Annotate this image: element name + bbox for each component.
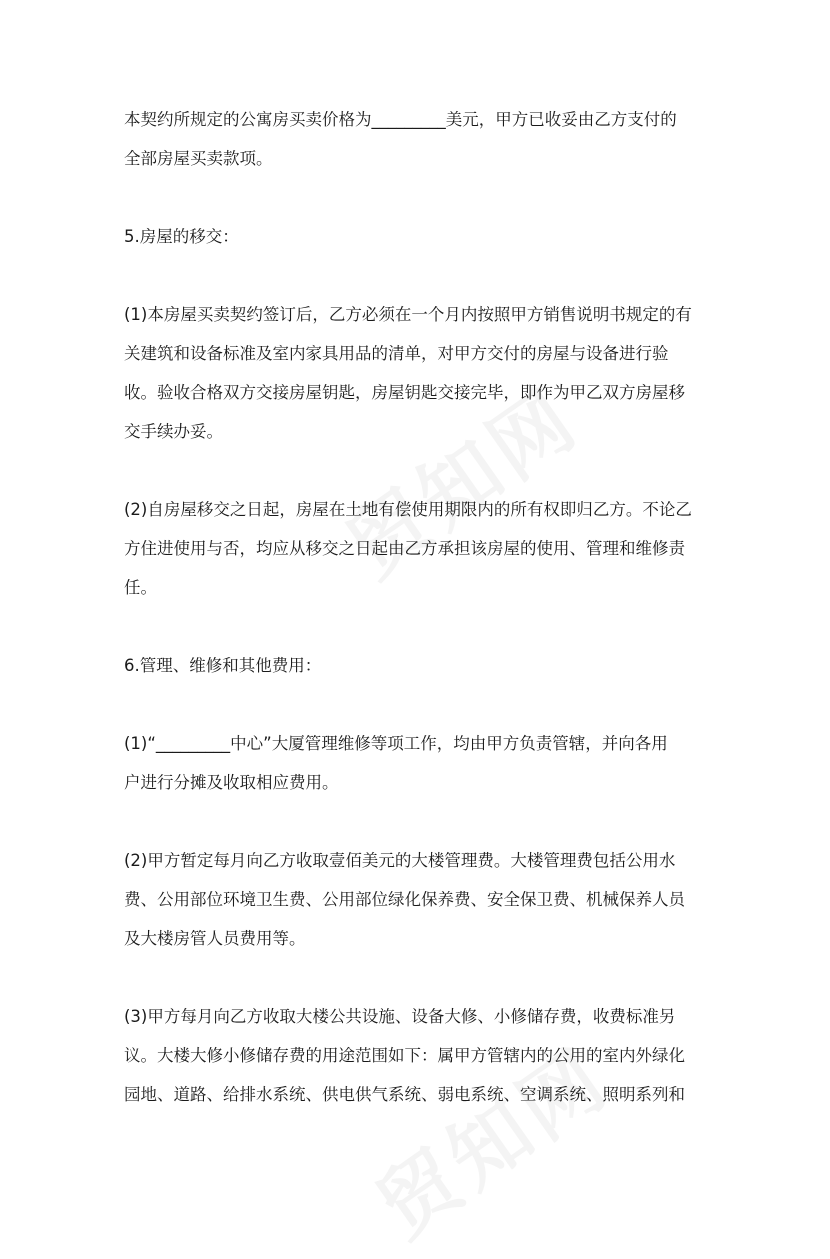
text-line: (1)“_________中心”大厦管理维修等项工作，均由甲方负责管辖，并向各用 [124,734,668,753]
section-6-heading [124,646,714,685]
section-6-item-3 [124,997,714,1114]
text-line: 费、公用部位环境卫生费、公用部位绿化保养费、安全保卫费、机械保养人员 [124,890,685,909]
document-body [124,100,714,1153]
text-line: 园地、道路、给排水系统、供电供气系统、弱电系统、空调系统、照明系列和 [124,1085,685,1104]
text-line: (2)自房屋移交之日起，房屋在土地有偿使用期限内的所有权即归乙方。不论乙 [124,500,692,519]
section-5-heading [124,217,714,256]
text-line: 户进行分摊及收取相应费用。 [124,773,339,792]
text-line: 关建筑和设备标准及室内家具用品的清单，对甲方交付的房屋与设备进行验 [124,344,669,363]
section-5-item-2 [124,490,714,607]
text-line: 任。 [124,578,157,597]
section-6-item-1 [124,724,714,802]
text-line: 6.管理、维修和其他费用： [124,656,322,675]
text-line: (3)甲方每月向乙方收取大楼公共设施、设备大修、小修储存费，收费标准另 [124,1007,676,1026]
paragraph-price [124,100,714,178]
text-line: 收。验收合格双方交接房屋钥匙，房屋钥匙交接完毕，即作为甲乙双方房屋移 [124,383,685,402]
text-line: 本契约所规定的公寓房买卖价格为_________美元，甲方已收妥由乙方支付的 [124,110,677,129]
text-line: 议。大楼大修小修储存费的用途范围如下：属甲方管辖内的公用的室内外绿化 [124,1046,685,1065]
text-line: 全部房屋买卖款项。 [124,149,273,168]
text-line: 及大楼房管人员费用等。 [124,929,306,948]
section-6-item-2 [124,841,714,958]
text-line: 方住进使用与否，均应从移交之日起由乙方承担该房屋的使用、管理和维修责 [124,539,685,558]
text-line: 5.房屋的移交： [124,227,239,246]
text-line: (1)本房屋买卖契约签订后，乙方必须在一个月内按照甲方销售说明书规定的有 [124,305,692,324]
text-line: 交手续办妥。 [124,422,223,441]
section-5-item-1 [124,295,714,451]
text-line: (2)甲方暂定每月向乙方收取壹佰美元的大楼管理费。大楼管理费包括公用水 [124,851,676,870]
